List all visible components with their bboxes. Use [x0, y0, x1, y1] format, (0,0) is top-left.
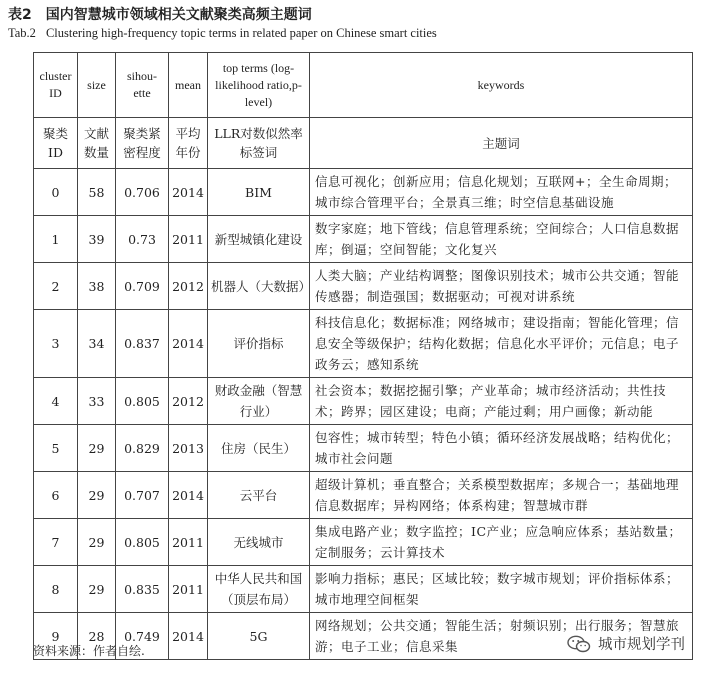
cell-top-term: 云平台 — [208, 472, 310, 519]
cell-top-term: 中华人民共和国（顶层布局） — [208, 566, 310, 613]
cell-top-term: 财政金融（智慧行业） — [208, 378, 310, 425]
header-size: size — [78, 53, 116, 118]
cell-mean-year: 2012 — [169, 263, 208, 310]
table-row — [34, 472, 693, 519]
cell-silhouette: 0.73 — [116, 216, 169, 263]
cell-cluster-id: 1 — [34, 216, 78, 263]
cell-keywords: 网络规划；公共交通；智能生活；射频识别；出行服务；智慧旅游；电子工业；信息采集 — [310, 613, 693, 660]
cell-mean-year: 2014 — [169, 613, 208, 660]
table-row — [34, 378, 693, 425]
cell-cluster-id: 5 — [34, 425, 78, 472]
cell-cluster-id: 7 — [34, 519, 78, 566]
cell-silhouette: 0.709 — [116, 263, 169, 310]
header-mean: mean — [169, 53, 208, 118]
cell-cluster-id: 4 — [34, 378, 78, 425]
cell-mean-year: 2011 — [169, 216, 208, 263]
cell-size: 28 — [78, 613, 116, 660]
header-silhouette: sihou-ette — [116, 53, 169, 118]
header-silhouette-cn: 聚类紧 密程度 — [116, 118, 169, 169]
cell-silhouette: 0.805 — [116, 519, 169, 566]
header-size-cn: 文献 数量 — [78, 118, 116, 169]
cell-keywords: 人类大脑；产业结构调整；图像识别技术；城市公共交通；智能传感器；制造强国；数据驱动；可视对讲系统 — [310, 263, 693, 310]
cell-keywords: 科技信息化；数据标准；网络城市；建设指南；智能化管理；信息安全等级保护；结构化数据；信息化水平评价；元信息；电子政务云；感知系统 — [310, 310, 693, 378]
table-caption-cn — [8, 4, 312, 24]
cell-mean-year: 2014 — [169, 310, 208, 378]
cell-cluster-id: 2 — [34, 263, 78, 310]
table-row — [34, 310, 693, 378]
cell-top-term: 评价指标 — [208, 310, 310, 378]
cell-cluster-id: 0 — [34, 169, 78, 216]
header-keywords-cn: 主题词 — [310, 118, 693, 169]
cell-silhouette: 0.837 — [116, 310, 169, 378]
cell-silhouette: 0.749 — [116, 613, 169, 660]
cell-size: 34 — [78, 310, 116, 378]
cell-mean-year: 2014 — [169, 169, 208, 216]
table-row — [34, 216, 693, 263]
cell-size: 58 — [78, 169, 116, 216]
cell-keywords: 影响力指标；惠民；区域比较；数字城市规划；评价指标体系；城市地理空间框架 — [310, 566, 693, 613]
cell-silhouette: 0.707 — [116, 472, 169, 519]
cell-silhouette: 0.805 — [116, 378, 169, 425]
cell-size: 29 — [78, 425, 116, 472]
header-keywords: keywords — [310, 53, 693, 118]
cell-mean-year: 2012 — [169, 378, 208, 425]
cell-top-term: 住房（民生） — [208, 425, 310, 472]
cell-silhouette: 0.835 — [116, 566, 169, 613]
watermark-text: 城市规划学刊 — [598, 637, 685, 653]
cell-top-term: 新型城镇化建设 — [208, 216, 310, 263]
wechat-icon — [567, 635, 591, 653]
table-row — [34, 263, 693, 310]
cell-mean-year: 2014 — [169, 472, 208, 519]
cell-cluster-id: 3 — [34, 310, 78, 378]
caption-cn-title: 国内智慧城市领域相关文献聚类高频主题词 — [45, 7, 312, 23]
cell-keywords: 社会资本；数据挖掘引擎；产业革命；城市经济活动；共性技术；跨界；园区建设；电商；产能过剩；用户画像；新动能 — [310, 378, 693, 425]
cell-size: 29 — [78, 519, 116, 566]
caption-en-title: Clustering high-frequency topic terms in related paper on Chinese smart cities — [45, 26, 437, 40]
header-top-terms-cn: LLR对数似然率 标签词 — [208, 118, 310, 169]
cell-keywords: 包容性；城市转型；特色小镇；循环经济发展战略；结构优化；城市社会问题 — [310, 425, 693, 472]
cell-size: 29 — [78, 472, 116, 519]
table-row — [34, 169, 693, 216]
cell-top-term: 机器人（大数据） — [208, 263, 310, 310]
cell-cluster-id: 6 — [34, 472, 78, 519]
header-cluster-id-cn: 聚类 ID — [34, 118, 78, 169]
cell-size: 33 — [78, 378, 116, 425]
cell-cluster-id: 8 — [34, 566, 78, 613]
cell-top-term: 5G — [208, 613, 310, 660]
table-row — [34, 566, 693, 613]
caption-cn-number: 表2 — [8, 7, 32, 23]
table-caption-en — [8, 26, 437, 41]
header-cluster-id: cluster ID — [34, 53, 78, 118]
cell-top-term: 无线城市 — [208, 519, 310, 566]
cell-mean-year: 2011 — [169, 566, 208, 613]
source-note: 资料来源：作者自绘. — [33, 644, 145, 658]
cell-size: 39 — [78, 216, 116, 263]
cell-size: 29 — [78, 566, 116, 613]
cell-size: 38 — [78, 263, 116, 310]
header-row-cn — [34, 118, 693, 169]
cell-keywords: 信息可视化；创新应用；信息化规划；互联网+；全生命周期；城市综合管理平台；全景真三维；时空信息基础设施 — [310, 169, 693, 216]
table-row — [34, 519, 693, 566]
cell-keywords: 超级计算机；垂直整合；关系模型数据库；多规合一；基础地理信息数据库；异构网络；体系构建；智慧城市群 — [310, 472, 693, 519]
cluster-table — [33, 52, 693, 660]
cell-silhouette: 0.706 — [116, 169, 169, 216]
cell-cluster-id: 9 — [34, 613, 78, 660]
header-top-terms: top terms (log-likelihood ratio,p-level) — [208, 53, 310, 118]
cell-top-term: BIM — [208, 169, 310, 216]
cell-silhouette: 0.829 — [116, 425, 169, 472]
header-mean-cn: 平均 年份 — [169, 118, 208, 169]
caption-en-number: Tab.2 — [8, 26, 36, 40]
table-row — [34, 425, 693, 472]
watermark — [567, 633, 685, 654]
cell-mean-year: 2013 — [169, 425, 208, 472]
header-row-en — [34, 53, 693, 118]
cell-keywords: 数字家庭；地下管线；信息管理系统；空间综合；人口信息数据库；倒逼；空间智能；文化复兴 — [310, 216, 693, 263]
cell-keywords: 集成电路产业；数字监控；IC产业；应急响应体系；基站数量；定制服务；云计算技术 — [310, 519, 693, 566]
cell-mean-year: 2011 — [169, 519, 208, 566]
